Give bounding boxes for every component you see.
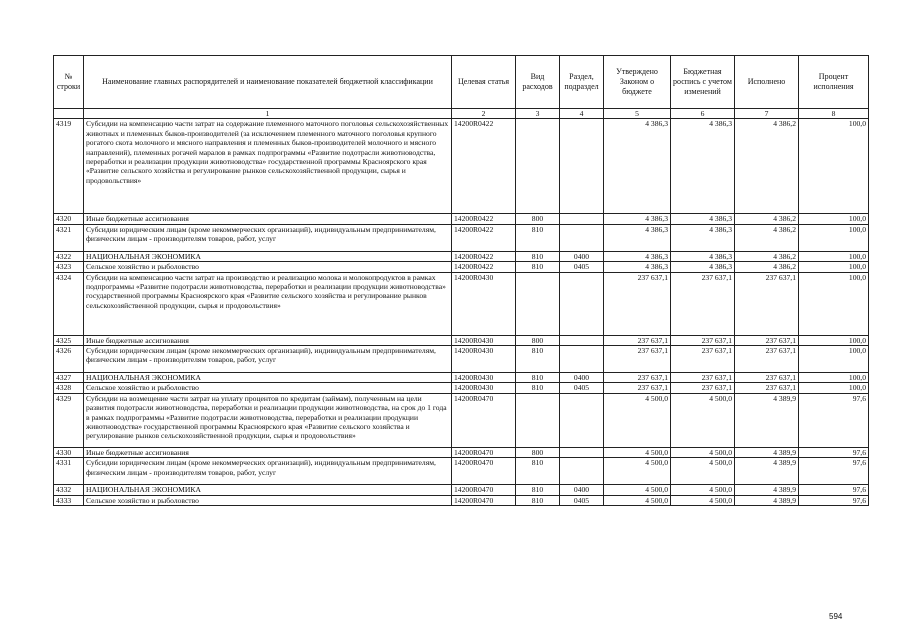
col-number: 4 [560, 109, 604, 119]
row-executed: 4 386,2 [735, 119, 799, 214]
row-approved: 4 500,0 [604, 447, 671, 457]
row-number: 4327 [54, 373, 84, 383]
row-executed: 4 389,9 [735, 447, 799, 457]
row-percent: 100,0 [799, 373, 869, 383]
row-name: НАЦИОНАЛЬНАЯ ЭКОНОМИКА [84, 251, 452, 261]
row-vid: 810 [516, 458, 560, 485]
row-razdel [560, 272, 604, 335]
row-vid: 810 [516, 495, 560, 505]
row-number: 4324 [54, 272, 84, 335]
row-number: 4323 [54, 262, 84, 272]
row-percent: 100,0 [799, 262, 869, 272]
row-name: Иные бюджетные ассигнования [84, 214, 452, 224]
row-name: Иные бюджетные ассигнования [84, 335, 452, 345]
row-razdel: 0405 [560, 262, 604, 272]
row-number: 4332 [54, 485, 84, 495]
row-vid: 810 [516, 346, 560, 373]
table-row [54, 495, 869, 505]
row-percent: 97,6 [799, 458, 869, 485]
header-executed: Исполнено [735, 56, 799, 109]
row-approved: 4 500,0 [604, 495, 671, 505]
row-percent: 100,0 [799, 119, 869, 214]
row-approved: 4 386,3 [604, 214, 671, 224]
row-name: Субсидии на компенсацию части затрат на производство и реализацию молока и молокопродуктов в рамках подпрограммы «Развитие подотрасли животноводства, переработки и реализации продукции животноводства» государственной программы Красноярского края «Развитие сельского хозяйства и регулирование рынков сельскохозяйственной продукции, сырья и продовольствия» [84, 272, 452, 335]
row-razdel [560, 393, 604, 447]
header-target: Целевая статья [452, 56, 516, 109]
row-target-code: 14200R0422 [452, 119, 516, 214]
table-row [54, 214, 869, 224]
row-budget: 4 386,3 [671, 214, 735, 224]
row-budget: 4 386,3 [671, 119, 735, 214]
table-body [54, 119, 869, 506]
col-number: 8 [799, 109, 869, 119]
row-name: Сельское хозяйство и рыболовство [84, 383, 452, 393]
row-approved: 4 500,0 [604, 458, 671, 485]
row-percent: 100,0 [799, 335, 869, 345]
row-number: 4322 [54, 251, 84, 261]
row-approved: 4 500,0 [604, 393, 671, 447]
row-executed: 237 637,1 [735, 272, 799, 335]
row-percent: 100,0 [799, 251, 869, 261]
row-executed: 4 386,2 [735, 262, 799, 272]
row-razdel [560, 119, 604, 214]
row-executed: 4 389,9 [735, 458, 799, 485]
row-razdel [560, 224, 604, 251]
row-target-code: 14200R0422 [452, 224, 516, 251]
row-number: 4333 [54, 495, 84, 505]
col-number: 7 [735, 109, 799, 119]
row-approved: 237 637,1 [604, 335, 671, 345]
row-number: 4330 [54, 447, 84, 457]
row-target-code: 14200R0470 [452, 393, 516, 447]
row-approved: 4 386,3 [604, 224, 671, 251]
row-razdel [560, 447, 604, 457]
table-row [54, 346, 869, 373]
row-budget: 237 637,1 [671, 272, 735, 335]
row-budget: 237 637,1 [671, 335, 735, 345]
row-executed: 4 386,2 [735, 251, 799, 261]
row-vid: 800 [516, 214, 560, 224]
header-budget: Бюджетная роспись с учетом изменений [671, 56, 735, 109]
header-percent: Процент исполнения [799, 56, 869, 109]
row-executed: 4 389,9 [735, 393, 799, 447]
row-budget: 4 386,3 [671, 262, 735, 272]
row-razdel [560, 458, 604, 485]
row-executed: 4 389,9 [735, 485, 799, 495]
row-vid: 810 [516, 485, 560, 495]
row-vid: 810 [516, 383, 560, 393]
row-number: 4319 [54, 119, 84, 214]
row-budget: 237 637,1 [671, 373, 735, 383]
row-percent: 97,6 [799, 485, 869, 495]
row-budget: 237 637,1 [671, 383, 735, 393]
row-name: Субсидии юридическим лицам (кроме некоммерческих организаций), индивидуальным предпринимателям, физическим лицам - производителям товаров, работ, услуг [84, 346, 452, 373]
table-row [54, 262, 869, 272]
row-razdel: 0400 [560, 373, 604, 383]
row-approved: 237 637,1 [604, 383, 671, 393]
row-budget: 4 500,0 [671, 458, 735, 485]
row-percent: 100,0 [799, 346, 869, 373]
row-number: 4331 [54, 458, 84, 485]
row-percent: 100,0 [799, 383, 869, 393]
header-name: Наименование главных распорядителей и наименование показателей бюджетной классификации [84, 56, 452, 109]
row-name: НАЦИОНАЛЬНАЯ ЭКОНОМИКА [84, 485, 452, 495]
header-vid: Вид расходов [516, 56, 560, 109]
row-number: 4329 [54, 393, 84, 447]
row-target-code: 14200R0470 [452, 485, 516, 495]
col-number: 5 [604, 109, 671, 119]
col-number: 6 [671, 109, 735, 119]
row-approved: 237 637,1 [604, 373, 671, 383]
row-budget: 237 637,1 [671, 346, 735, 373]
row-approved: 237 637,1 [604, 272, 671, 335]
row-budget: 4 386,3 [671, 251, 735, 261]
row-name: НАЦИОНАЛЬНАЯ ЭКОНОМИКА [84, 373, 452, 383]
row-number: 4325 [54, 335, 84, 345]
row-executed: 4 386,2 [735, 224, 799, 251]
row-percent: 100,0 [799, 224, 869, 251]
row-target-code: 14200R0470 [452, 495, 516, 505]
row-target-code: 14200R0430 [452, 272, 516, 335]
row-target-code: 14200R0430 [452, 383, 516, 393]
row-razdel [560, 335, 604, 345]
col-number: 1 [84, 109, 452, 119]
table-row [54, 335, 869, 345]
table-row [54, 272, 869, 335]
row-name: Субсидии юридическим лицам (кроме некоммерческих организаций), индивидуальным предпринимателям, физическим лицам - производителям товаров, работ, услуг [84, 224, 452, 251]
row-number: 4326 [54, 346, 84, 373]
row-vid [516, 393, 560, 447]
row-target-code: 14200R0430 [452, 346, 516, 373]
row-target-code: 14200R0422 [452, 262, 516, 272]
row-executed: 237 637,1 [735, 383, 799, 393]
row-approved: 4 386,3 [604, 262, 671, 272]
row-approved: 4 500,0 [604, 485, 671, 495]
row-razdel: 0405 [560, 495, 604, 505]
table-row [54, 224, 869, 251]
table-row [54, 383, 869, 393]
row-executed: 4 386,2 [735, 214, 799, 224]
row-razdel: 0400 [560, 485, 604, 495]
header-razdel: Раздел, подраздел [560, 56, 604, 109]
row-vid: 800 [516, 447, 560, 457]
row-percent: 97,6 [799, 393, 869, 447]
row-approved: 4 386,3 [604, 251, 671, 261]
row-name: Субсидии на возмещение части затрат на уплату процентов по кредитам (займам), полученным на цели развития подотрасли животноводства, переработки и реализации продукции животноводства, на срок до 1 года в рамках подпрограммы «Развитие подотрасли животноводства, переработки и реализации продукции животноводства» государственной программы Красноярского края «Развитие сельского хозяйства и регулирование рынков сельскохозяйственной продукции, сырья и продовольствия» [84, 393, 452, 447]
row-budget: 4 500,0 [671, 447, 735, 457]
row-executed: 4 389,9 [735, 495, 799, 505]
row-percent: 97,6 [799, 447, 869, 457]
col-number [54, 109, 84, 119]
column-number-row [54, 109, 869, 119]
row-target-code: 14200R0470 [452, 447, 516, 457]
row-percent: 100,0 [799, 214, 869, 224]
row-number: 4328 [54, 383, 84, 393]
row-name: Субсидии юридическим лицам (кроме некоммерческих организаций), индивидуальным предпринимателям, физическим лицам - производителям товаров, работ, услуг [84, 458, 452, 485]
table-header [54, 56, 869, 119]
header-num: № строки [54, 56, 84, 109]
row-executed: 237 637,1 [735, 346, 799, 373]
row-percent: 97,6 [799, 495, 869, 505]
row-razdel [560, 214, 604, 224]
row-name: Сельское хозяйство и рыболовство [84, 495, 452, 505]
row-target-code: 14200R0470 [452, 458, 516, 485]
col-number: 2 [452, 109, 516, 119]
row-target-code: 14200R0422 [452, 214, 516, 224]
row-name: Иные бюджетные ассигнования [84, 447, 452, 457]
row-razdel [560, 346, 604, 373]
row-number: 4321 [54, 224, 84, 251]
row-budget: 4 500,0 [671, 393, 735, 447]
row-vid: 810 [516, 251, 560, 261]
row-vid [516, 119, 560, 214]
row-percent: 100,0 [799, 272, 869, 335]
table-row [54, 251, 869, 261]
table-row [54, 393, 869, 447]
row-budget: 4 500,0 [671, 495, 735, 505]
row-budget: 4 500,0 [671, 485, 735, 495]
row-vid: 810 [516, 262, 560, 272]
row-vid: 810 [516, 373, 560, 383]
row-executed: 237 637,1 [735, 373, 799, 383]
table-row [54, 119, 869, 214]
row-vid: 810 [516, 224, 560, 251]
row-name: Сельское хозяйство и рыболовство [84, 262, 452, 272]
row-budget: 4 386,3 [671, 224, 735, 251]
table-row [54, 458, 869, 485]
row-executed: 237 637,1 [735, 335, 799, 345]
row-target-code: 14200R0430 [452, 373, 516, 383]
budget-table [53, 55, 869, 506]
table-row [54, 373, 869, 383]
row-razdel: 0400 [560, 251, 604, 261]
header-approved: Утверждено Законом о бюджете [604, 56, 671, 109]
row-number: 4320 [54, 214, 84, 224]
row-vid [516, 272, 560, 335]
page-number: 594 [829, 612, 843, 621]
col-number: 3 [516, 109, 560, 119]
row-name: Субсидии на компенсацию части затрат на содержание племенного маточного поголовья сельскохозяйственных животных и племенных быков-производителей (за исключением племенного маточного поголовья крупного рогатого скота молочного и мясного направления и племенных быков-производителей молочного и мясного направлений), племенных рогачей маралов в рамках подпрограммы «Развитие подотрасли животноводства, переработки и реализации продукции животноводства» государственной программы Красноярского края «Развитие сельского хозяйства и регулирование рынков сельскохозяйственной продукции, сырья и продовольствия» [84, 119, 452, 214]
row-approved: 237 637,1 [604, 346, 671, 373]
row-razdel: 0405 [560, 383, 604, 393]
row-target-code: 14200R0430 [452, 335, 516, 345]
table-row [54, 447, 869, 457]
table-row [54, 485, 869, 495]
row-target-code: 14200R0422 [452, 251, 516, 261]
row-approved: 4 386,3 [604, 119, 671, 214]
row-vid: 800 [516, 335, 560, 345]
